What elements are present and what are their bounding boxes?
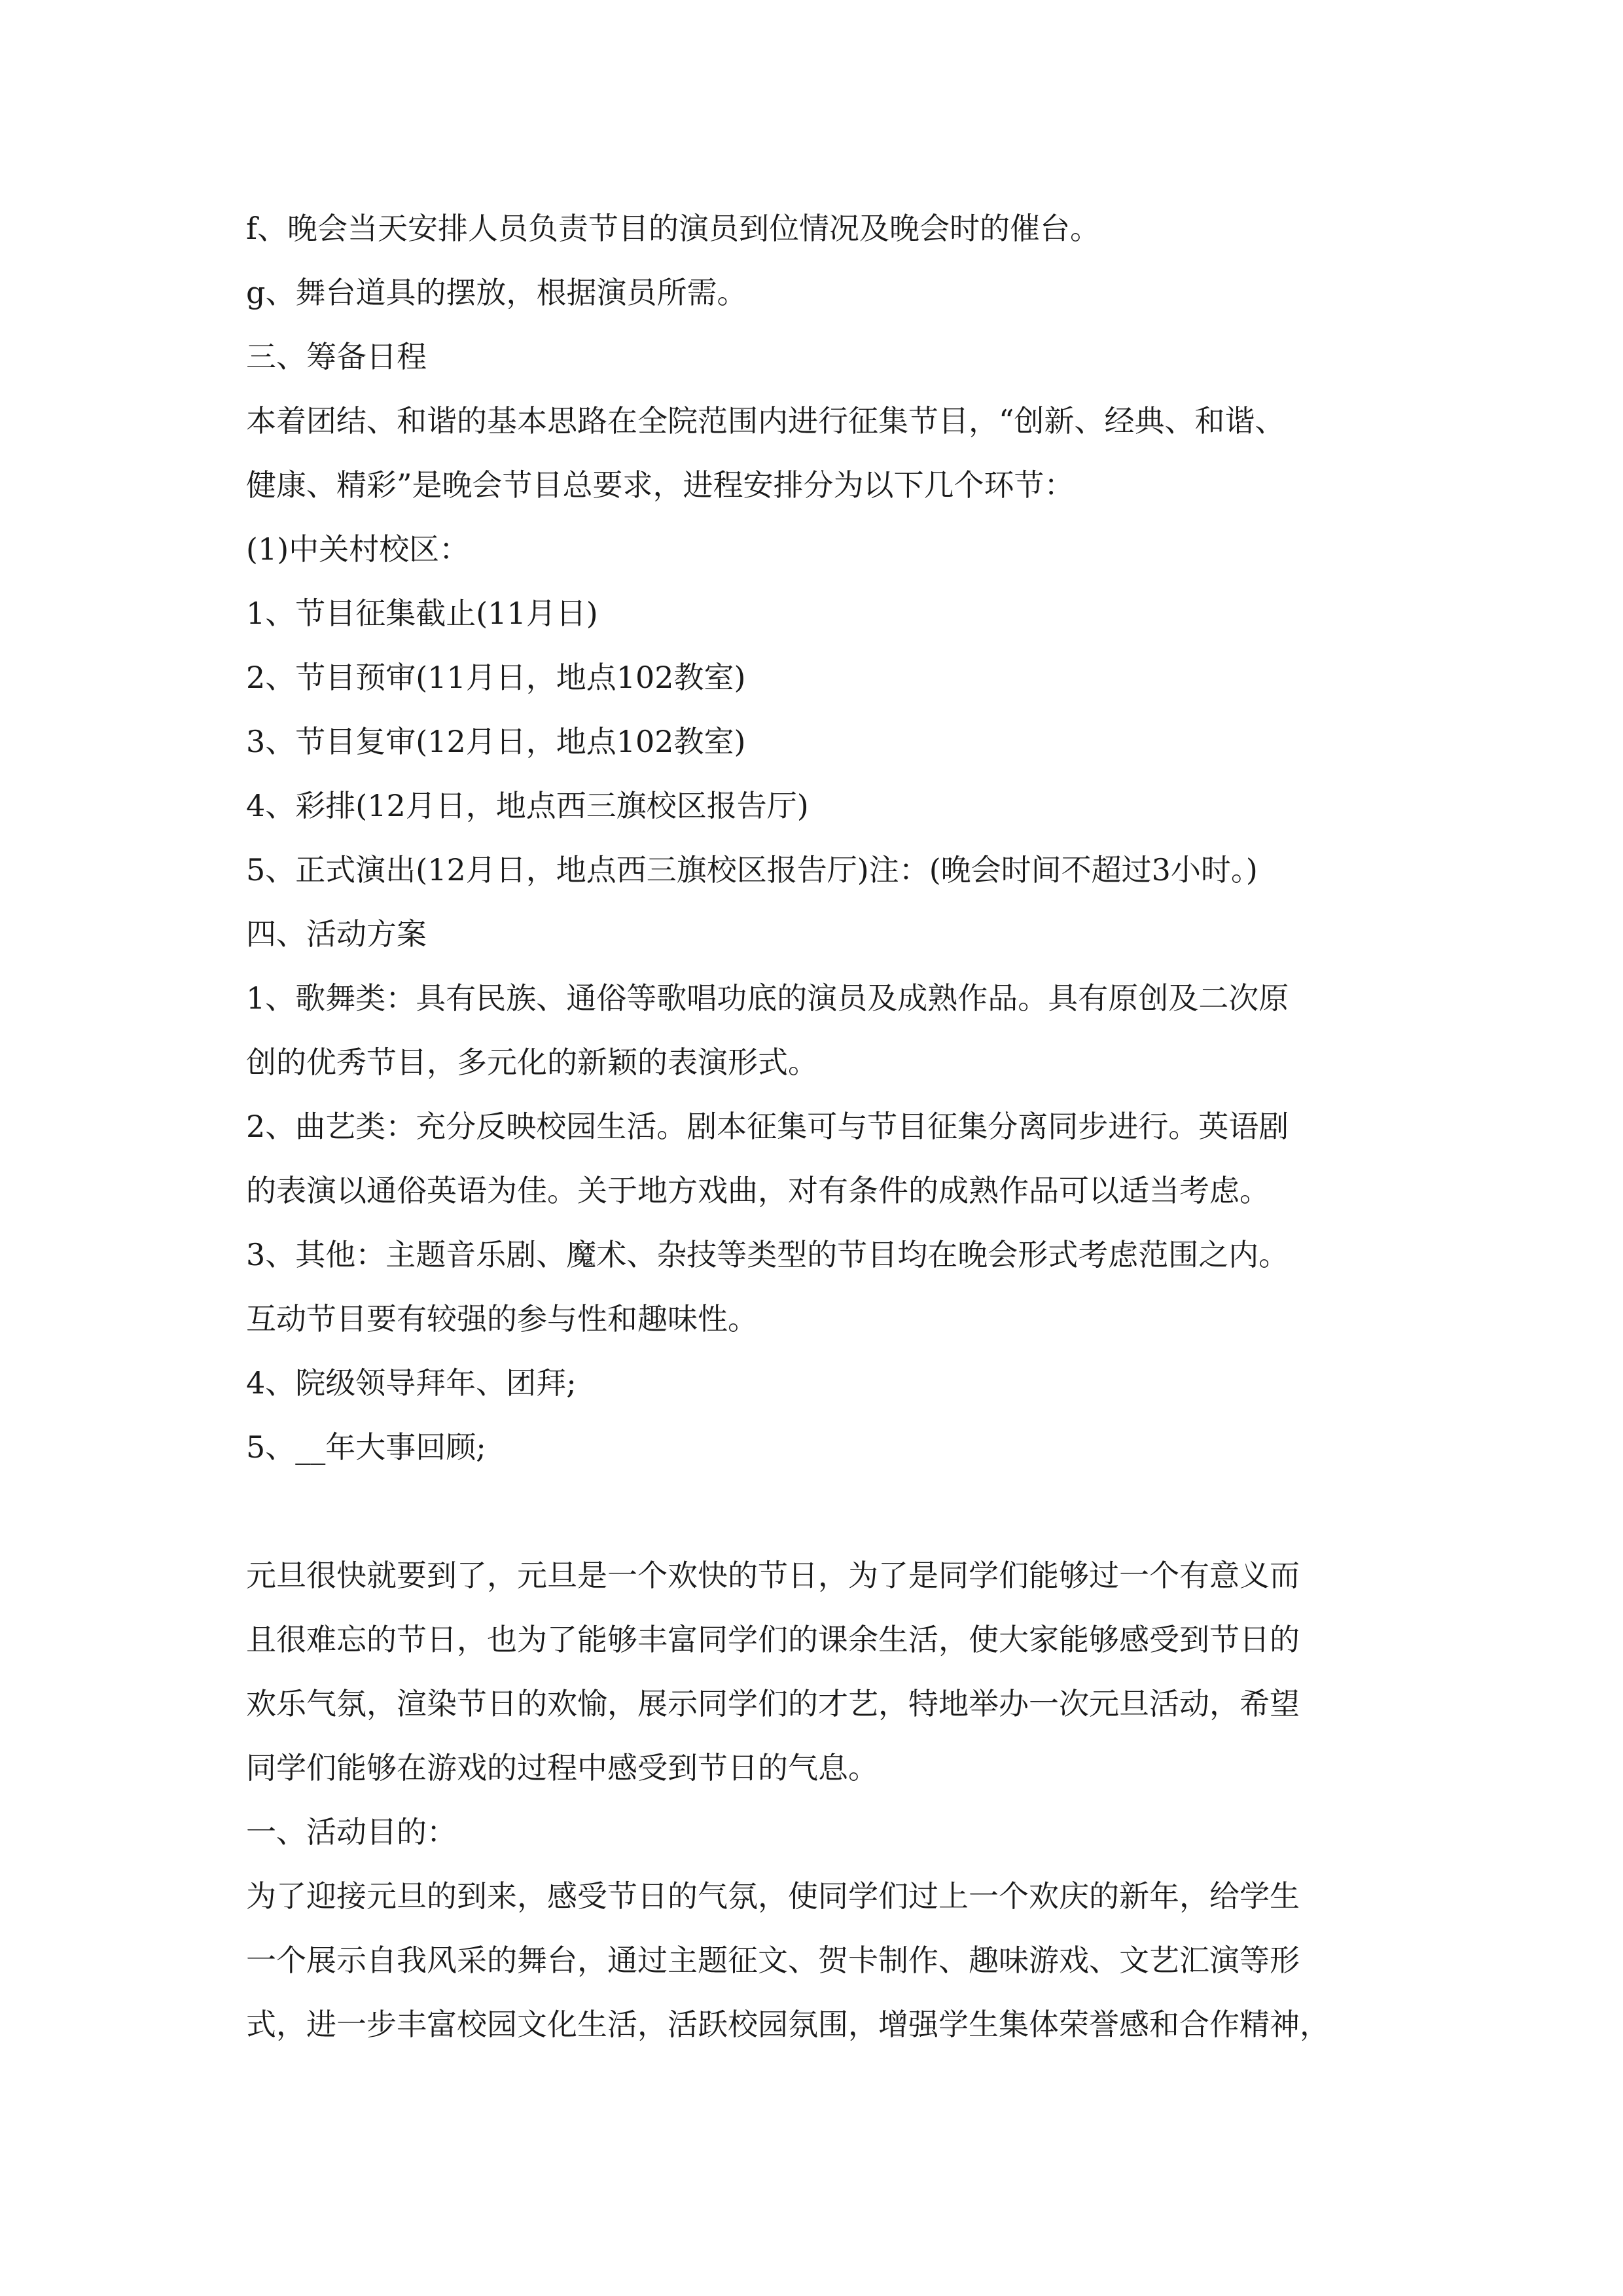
section-heading: 三、筹备日程 [246,339,427,374]
text-line: 1、歌舞类：具有民族、通俗等歌唱功底的演员及成熟作品。具有原创及二次原 [246,980,1289,1016]
text-line: 元旦很快就要到了，元旦是一个欢快的节日，为了是同学们能够过一个有意义而 [246,1558,1300,1593]
text-line: 创的优秀节目，多元化的新颖的表演形式。 [246,1045,818,1080]
text-line: 健康、精彩”是晚会节目总要求，进程安排分为以下几个环节： [246,467,1075,503]
schedule-item: 5、正式演出(12月日，地点西三旗校区报告厅)注：(晚会时间不超过3小时。) [246,852,1258,888]
text-line: 2、曲艺类：充分反映校园生活。剧本征集可与节目征集分离同步进行。英语剧 [246,1109,1289,1144]
text-line: 的表演以通俗英语为佳。关于地方戏曲，对有条件的成熟作品可以适当考虑。 [246,1173,1270,1208]
text-line: 且很难忘的节日，也为了能够丰富同学们的课余生活，使大家能够感受到节日的 [246,1622,1300,1657]
section-heading: 四、活动方案 [246,916,427,952]
text-line: f、晚会当天安排人员负责节目的演员到位情况及晚会时的催台。 [246,211,1101,246]
text-line: 互动节目要有较强的参与性和趣味性。 [246,1301,758,1336]
schedule-item: 1、节目征集截止(11月日) [246,596,598,631]
schedule-item: 2、节目预审(11月日，地点102教室) [246,660,746,695]
document-body [246,196,1398,2056]
schedule-item: 4、彩排(12月日，地点西三旗校区报告厅) [246,788,809,823]
text-line: 5、__年大事回顾; [246,1429,486,1465]
subsection-heading: (1)中关村校区： [246,531,470,567]
paragraph-gap [246,1479,1398,1543]
section-heading: 一、活动目的： [246,1814,457,1850]
text-line: 式，进一步丰富校园文化生活，活跃校园氛围，增强学生集体荣誉感和合作精神， [246,2007,1330,2042]
text-line: 一个展示自我风采的舞台，通过主题征文、贺卡制作、趣味游戏、文艺汇演等形 [246,1943,1300,1978]
text-line: 3、其他：主题音乐剧、魔术、杂技等类型的节目均在晚会形式考虑范围之内。 [246,1237,1289,1272]
schedule-item: 3、节目复审(12月日，地点102教室) [246,724,746,759]
text-line: 4、院级领导拜年、团拜; [246,1365,577,1401]
text-line: 同学们能够在游戏的过程中感受到节日的气息。 [246,1750,878,1785]
text-line: g、舞台道具的摆放，根据演员所需。 [246,275,747,310]
text-line: 本着团结、和谐的基本思路在全院范围内进行征集节目，“创新、经典、和谐、 [246,403,1285,439]
text-line: 为了迎接元旦的到来，感受节日的气氛，使同学们过上一个欢庆的新年，给学生 [246,1878,1300,1914]
text-line: 欢乐气氛，渲染节日的欢愉，展示同学们的才艺，特地举办一次元旦活动，希望 [246,1686,1300,1721]
